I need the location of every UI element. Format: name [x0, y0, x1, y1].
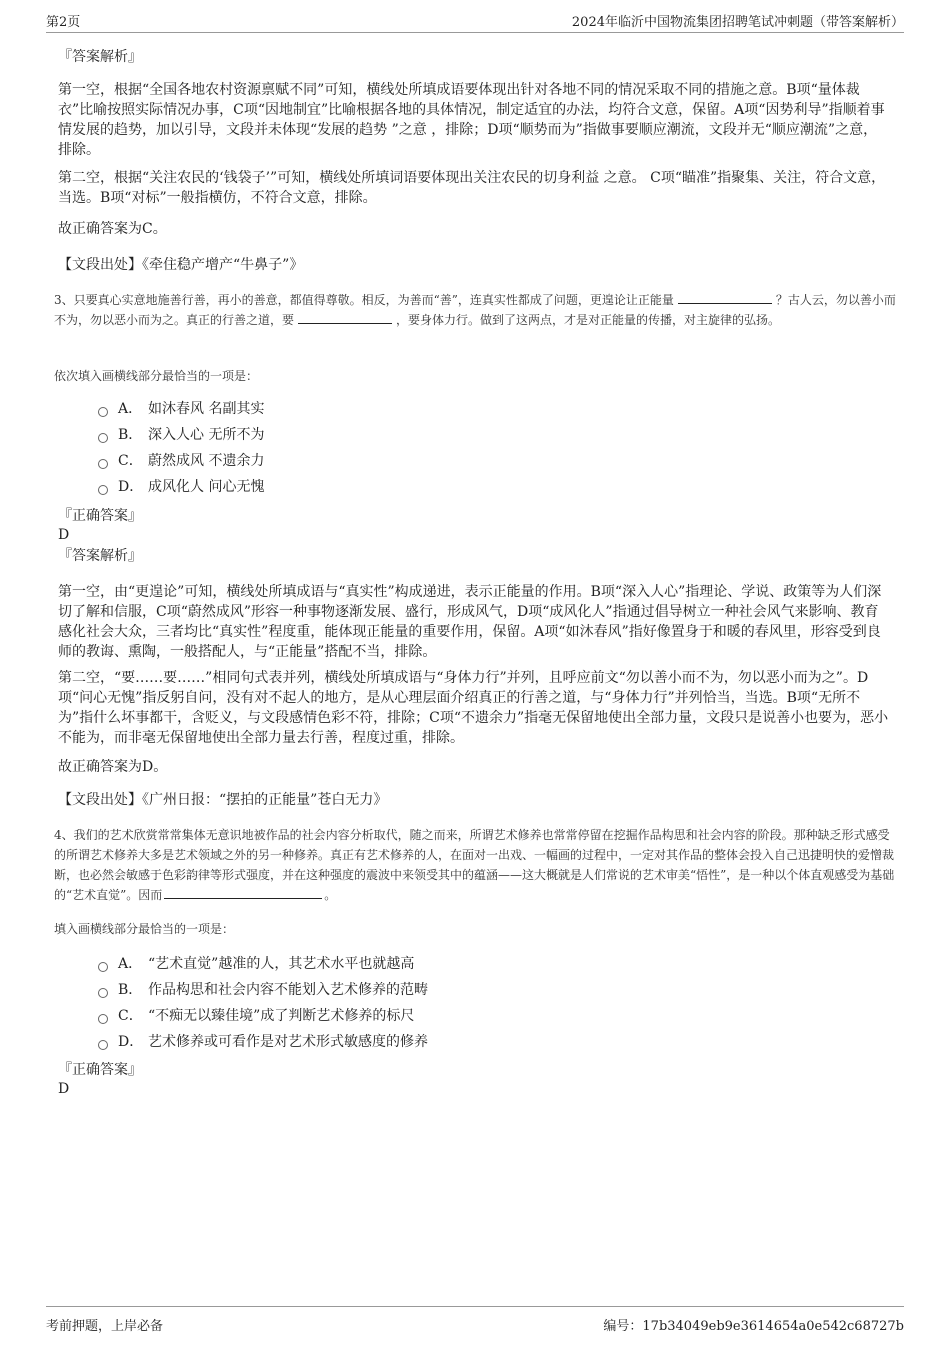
q4-option-d[interactable]: [98, 1031, 428, 1053]
q4-answer: D: [58, 1081, 70, 1097]
radio-icon[interactable]: [98, 1014, 108, 1024]
page-footer: [46, 1306, 904, 1337]
q3-option-b[interactable]: [98, 424, 264, 446]
option-text: 成风化人 问心无愧: [148, 479, 265, 495]
radio-icon[interactable]: [98, 962, 108, 972]
radio-icon[interactable]: [98, 459, 108, 469]
option-text: “艺术直觉”越准的人，其艺术水平也就越高: [148, 956, 415, 972]
q3-source: 【文段出处】《广州日报：“摆拍的正能量”苍白无力》: [58, 792, 388, 808]
radio-icon[interactable]: [98, 988, 108, 998]
option-key: C．: [118, 453, 143, 469]
radio-icon[interactable]: [98, 485, 108, 495]
q4-option-a[interactable]: [98, 953, 414, 975]
q4-prompt: 填入画横线部分最恰当的一项是：: [54, 922, 235, 936]
q4-option-c[interactable]: [98, 1005, 414, 1027]
option-key: B．: [118, 982, 143, 998]
radio-icon[interactable]: [98, 433, 108, 443]
q4-option-b[interactable]: [98, 979, 428, 1001]
q3-stem-part3: ，要身体力行。做到了这两点，才是对正能量的传播，对主旋律的弘扬。: [396, 313, 781, 327]
q3-blank-2: [298, 311, 392, 324]
option-key: C．: [118, 1008, 143, 1024]
q4-blank: [164, 886, 322, 899]
q3-analysis-label: 『答案解析』: [58, 548, 142, 564]
option-key: D．: [118, 479, 144, 495]
option-text: “不痴无以臻佳境”成了判断艺术修养的标尺: [148, 1008, 415, 1024]
q3-stem: [54, 290, 896, 330]
option-key: B．: [118, 427, 143, 443]
q2-source: 【文段出处】《牵住稳产增产“牛鼻子”》: [58, 257, 304, 273]
footer-slogan: 考前押题，上岸必备: [46, 1319, 164, 1334]
q3-prompt: 依次填入画横线部分最恰当的一项是：: [54, 369, 259, 383]
option-key: A．: [118, 401, 143, 417]
q2-analysis-label: 『答案解析』: [58, 49, 142, 65]
q3-analysis-para1: 第一空，由“更遑论”可知，横线处所填成语与“真实性”构成递进，表示正能量的作用。B项“深入人心”指理论、学说、政策等为人们深切了解和信服，C项“蔚然成风”形容一种事物逐渐发展、盛行，形成风气，D项“成风化人”指通过倡导树立一种社会风气来影响、教育感化社会大众，三者均比“真实性”程度重，能体现正能量的重要作用，保留。A项“如沐春风”指好像置身于和暖的春风里，形容受到良师的教诲、熏陶，一般搭配人，与“正能量”搭配不当，排除。: [58, 584, 882, 660]
option-key: D．: [118, 1034, 144, 1050]
q4-stem: [54, 825, 896, 905]
q2-analysis-para1: 第一空，根据“全国各地农村资源禀赋不同”可知，横线处所填成语要体现出针对各地不同的情况采取不同的措施之意。B项“量体裁衣”比喻按照实际情况办事，C项“因地制宜”比喻根据各地的具体情况，制定适宜的办法，均符合文意，保留。A项“因势利导”指顺着事情发展的趋势，加以引导，文段并未体现“发展的趋势 ”之意 ，排除；D项“顺势而为”指做事要顺应潮流，文段并无“顺应潮流”之意，排除。: [58, 82, 885, 158]
document-title: 2024年临沂中国物流集团招聘笔试冲刺题（带答案解析）: [571, 15, 904, 30]
q3-conclusion: 故正确答案为D。: [58, 759, 168, 775]
option-text: 深入人心 无所不为: [148, 427, 265, 443]
q4-stem-part1: 4、我们的艺术欣赏常常集体无意识地被作品的社会内容分析取代，随之而来，所谓艺术修养也常常停留在挖掘作品构思和社会内容的阶段。那种缺乏形式感受的所谓艺术修养大多是艺术领域之外的另一种修养。真正有艺术修养的人，在面对一出戏、一幅画的过程中，一定对其作品的整体会投入自己迅捷明快的爱憎裁断，也必然会敏感于色彩韵律等形式强度，并在这种强度的震波中来领受其中的蕴涵——这大概就是人们常说的艺术审美“悟性”，是一种以个体直观感受为基础的“艺术直觉”。因而: [54, 828, 895, 902]
q2-conclusion: 故正确答案为C。: [58, 221, 167, 237]
q3-option-d[interactable]: [98, 476, 264, 498]
q2-analysis-para2: 第二空，根据“关注农民的‘钱袋子’”可知，横线处所填词语要体现出关注农民的切身利益 之意。 C项“瞄准”指聚集、关注，符合文意，当选。B项“对标”一般指横仿，不符合文意，排除。: [58, 170, 886, 206]
radio-icon[interactable]: [98, 407, 108, 417]
q3-stem-part2: ？古人云，勿以善小而不为，勿以恶小而为之。真正的行善之道，要: [54, 293, 896, 327]
option-text: 如沐春风 名副其实: [148, 401, 265, 417]
q3-analysis-para2: 第二空，“要……要……”相同句式表并列，横线处所填成语与“身体力行”并列，且呼应前文“勿以善小而不为，勿以恶小而为之”。D项“问心无愧”指反躬自问，没有对不起人的地方，是从心理层面介绍真正的行善之道，与“身体力行”并列恰当，当选。B项“无所不为”指什么坏事都干，含贬义，与文段感情色彩不符，排除；C项“不遗余力”指毫无保留地使出全部力量，文段只是说善小也要为，恶小不能为，而非毫无保留地使出全部力量去行善，程度过重，排除。: [58, 670, 889, 746]
option-text: 作品构思和社会内容不能划入艺术修养的范畴: [148, 982, 428, 998]
q3-option-a[interactable]: [98, 398, 264, 420]
document-id: 编号：17b34049eb9e3614654a0e542c68727b: [603, 1319, 904, 1334]
q3-option-c[interactable]: [98, 450, 264, 472]
option-text: 艺术修养或可看作是对艺术形式敏感度的修养: [148, 1034, 428, 1050]
q3-answer: D: [58, 527, 70, 543]
radio-icon[interactable]: [98, 1040, 108, 1050]
option-key: A．: [118, 956, 143, 972]
q4-answer-label: 『正确答案』: [58, 1062, 142, 1078]
option-text: 蔚然成风 不遗余力: [148, 453, 265, 469]
q4-stem-part2: 。: [324, 888, 337, 902]
q3-answer-label: 『正确答案』: [58, 508, 142, 524]
page-header: [46, 12, 904, 33]
q3-blank-1: [678, 291, 772, 304]
page-number: 第2页: [46, 15, 81, 30]
q3-stem-part1: 3、只要真心实意地施善行善，再小的善意，都值得尊敬。相反，为善而“善”，连真实性都成了问题，更遑论让正能量: [54, 293, 674, 307]
